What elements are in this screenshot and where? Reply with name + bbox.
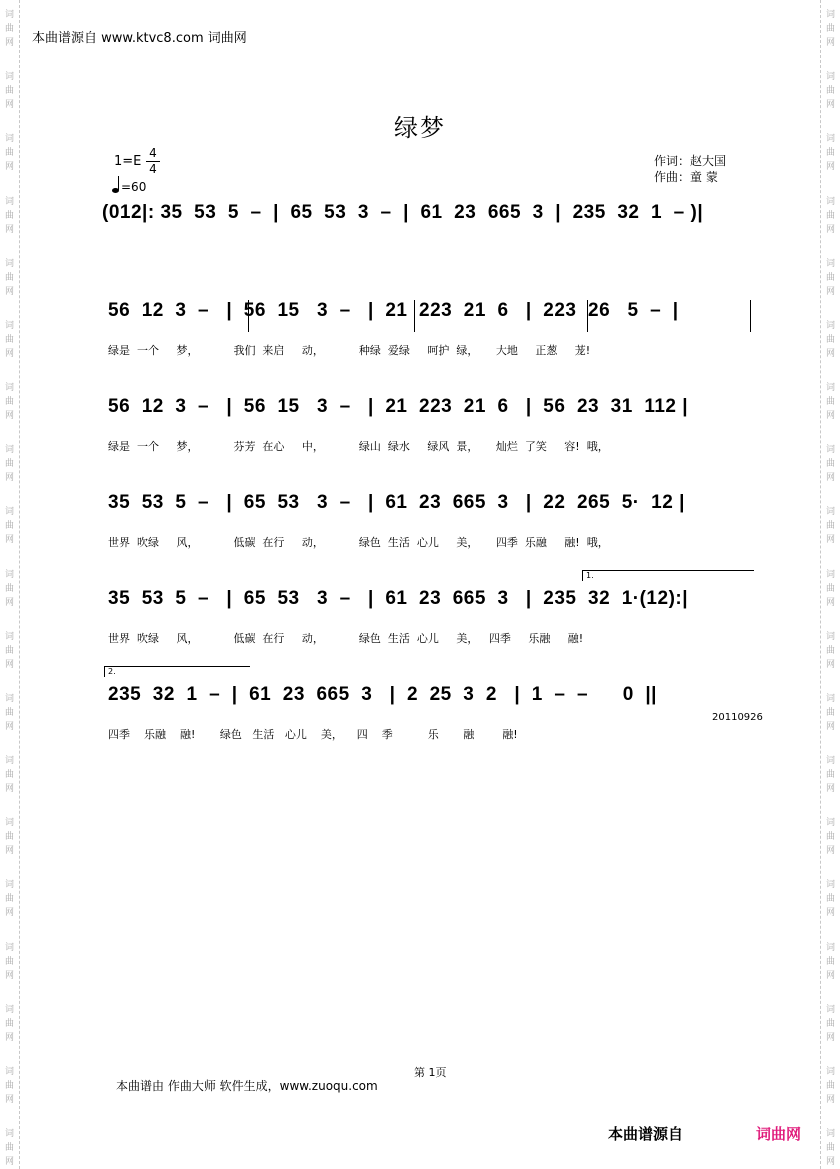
tempo-marking bbox=[112, 180, 146, 194]
time-signature bbox=[146, 146, 160, 177]
lyrics-line: 世界 吹绿 风， 低碳 在行 动， 绿色 生活 心儿 美， 四季 乐融 融! bbox=[108, 632, 584, 645]
tempo-value: =60 bbox=[121, 180, 147, 194]
score-line-2 bbox=[96, 396, 756, 436]
score-line-1 bbox=[96, 300, 756, 340]
notes-line: (012|: 35 53 5 – | 65 53 3 – | 61 23 665 3 | 235 32 1 – )| bbox=[102, 202, 704, 223]
source-header: 本曲谱源自 www.ktvc8.com 词曲网 bbox=[32, 31, 247, 46]
composer: 作曲：童 蒙 bbox=[654, 170, 718, 184]
notes-line: 56 12 3 – | 56 15 3 – | 21 223 21 6 | 223 26 5 – | bbox=[108, 300, 679, 321]
credits bbox=[654, 153, 726, 185]
lyricist: 作词：赵大国 bbox=[654, 154, 727, 168]
left-margin-watermark: 词 曲 网 词 曲 网 词 曲 网 词 曲 网 词 曲 网 词 曲 网 词 曲 网 词 曲 网 词 曲 网 词 曲 网 词 曲 网 词 曲 网 词 曲 网 词 曲 网 词 曲 网 词 曲 网 词 曲 网 词 曲 网 词 曲 网 bbox=[0, 0, 20, 1169]
score-line-intro bbox=[96, 202, 756, 242]
notes-line: 35 53 5 – | 65 53 3 – | 61 23 665 3 | 235 32 1·(12):| bbox=[108, 588, 689, 609]
generator-footer: 本曲谱由 作曲大师 软件生成，www.zuoqu.com bbox=[116, 1079, 378, 1093]
lyrics-line: 四季 乐融 融! 绿色 生活 心儿 美， 四 季 乐 融 融! bbox=[108, 728, 518, 741]
right-margin-watermark: 词 曲 网 词 曲 网 词 曲 网 词 曲 网 词 曲 网 词 曲 网 词 曲 网 词 曲 网 词 曲 网 词 曲 网 词 曲 网 词 曲 网 词 曲 网 词 曲 网 词 曲 网 词 曲 网 词 曲 网 词 曲 网 词 曲 网 bbox=[820, 0, 840, 1169]
score-line-5 bbox=[96, 684, 756, 724]
notes-line: 235 32 1 – | 61 23 665 3 | 2 25 3 2 | 1 – – 0 || bbox=[108, 684, 657, 705]
time-signature-top: 4 bbox=[149, 146, 157, 160]
second-ending-bracket: 2. bbox=[104, 666, 250, 677]
first-ending-bracket: 1. bbox=[582, 570, 754, 581]
lyrics-line: 世界 吹绿 风， 低碳 在行 动， 绿色 生活 心儿 美， 四季 乐融 融! 哦， bbox=[108, 536, 609, 549]
lyrics-line: 绿是 一个 梦， 芬芳 在心 中， 绿山 绿水 绿风 景， 灿烂 了笑 容! 哦， bbox=[108, 440, 609, 453]
watermark-source-label: 本曲谱源自 bbox=[608, 1125, 684, 1143]
page-number: 第 1页 bbox=[414, 1066, 447, 1079]
time-signature-bottom: 4 bbox=[146, 161, 160, 177]
watermark-site-logo: 词曲网 bbox=[756, 1125, 802, 1143]
song-title: 绿梦 bbox=[394, 114, 446, 142]
key-signature: 1=E bbox=[114, 154, 142, 169]
score-date: 20110926 bbox=[712, 712, 763, 723]
notes-line: 35 53 5 – | 65 53 3 – | 61 23 665 3 | 22 265 5· 12 | bbox=[108, 492, 685, 513]
score-line-3 bbox=[96, 492, 756, 532]
score-line-4 bbox=[96, 588, 756, 628]
lyrics-line: 绿是 一个 梦， 我们 来启 动， 种绿 爱绿 呵护 绿， 大地 正葱 茏! bbox=[108, 344, 591, 357]
quarter-note-icon bbox=[112, 188, 119, 193]
notes-line: 56 12 3 – | 56 15 3 – | 21 223 21 6 | 56 23 31 112 | bbox=[108, 396, 689, 417]
